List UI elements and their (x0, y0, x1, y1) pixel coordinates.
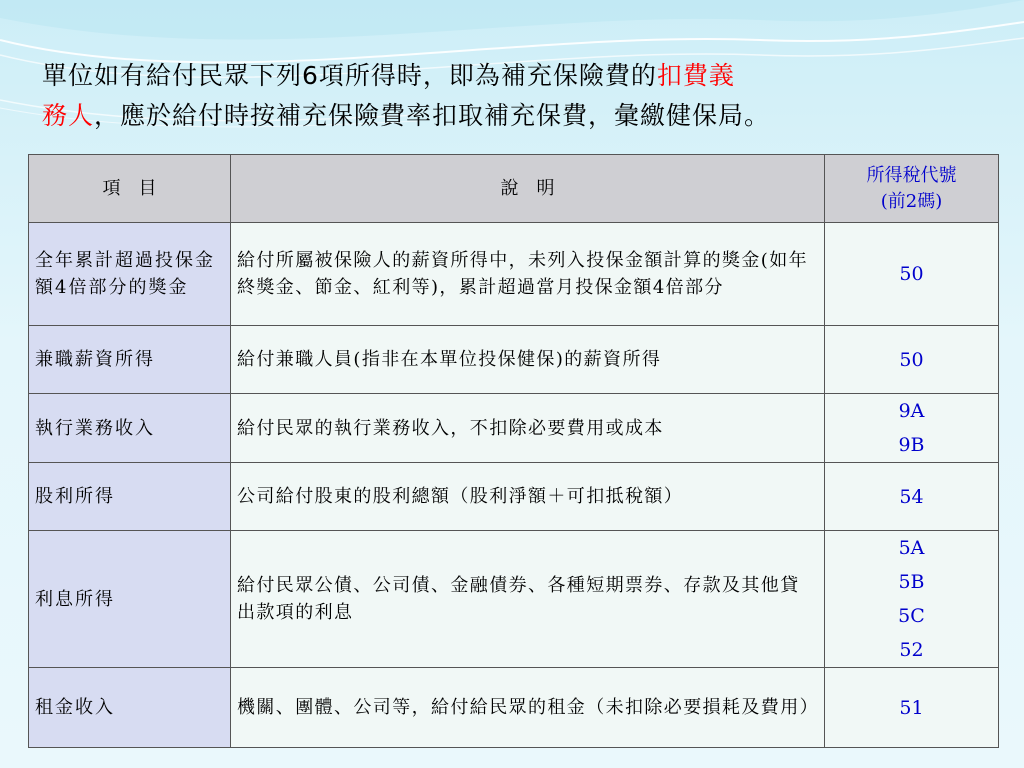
table-row (29, 531, 999, 668)
row-description: 公司給付股東的股利總額（股利淨額＋可扣抵稅額） (231, 463, 825, 531)
title-text-2: ，應於給付時按補充保險費率扣取補充保費，彙繳健保局。 (94, 101, 771, 130)
header-item: 項 目 (29, 155, 231, 223)
tax-code: 51 (899, 696, 924, 719)
tax-code: 5B (898, 571, 925, 593)
header-tax-code (825, 155, 999, 223)
table-row (29, 463, 999, 531)
page-title (42, 56, 982, 136)
tax-code: 9B (898, 434, 925, 456)
tax-code: 5A (898, 537, 925, 559)
title-highlight-2: 務人 (42, 101, 95, 130)
row-description: 給付所屬被保險人的薪資所得中，未列入投保金額計算的獎金(如年終獎金、節金、紅利等)，累計超過當月投保金額4倍部分 (231, 223, 825, 326)
tax-code: 5C (898, 605, 925, 627)
row-description: 機關、團體、公司等，給付給民眾的租金（未扣除必要損耗及費用） (231, 668, 825, 748)
row-description: 給付兼職人員(指非在本單位投保健保)的薪資所得 (231, 326, 825, 394)
row-item: 兼職薪資所得 (29, 326, 231, 394)
row-description: 給付民眾的執行業務收入，不扣除必要費用或成本 (231, 394, 825, 463)
table-header-row (29, 155, 999, 223)
header-tax-code-line2: (前2碼) (880, 190, 943, 212)
tax-code: 9A (898, 400, 925, 422)
title-highlight-1: 扣費義 (656, 61, 735, 90)
row-tax-code (825, 223, 999, 326)
header-description: 說 明 (231, 155, 825, 223)
tax-code: 50 (899, 263, 924, 285)
title-text-1: 單位如有給付民眾下列6項所得時，即為補充保險費的 (42, 61, 657, 90)
table-row (29, 326, 999, 394)
table-row (29, 394, 999, 463)
row-tax-code (825, 668, 999, 748)
row-tax-code (825, 326, 999, 394)
table-row (29, 668, 999, 748)
row-item: 股利所得 (29, 463, 231, 531)
tax-code: 54 (899, 485, 924, 508)
row-tax-code (825, 531, 999, 668)
row-item: 執行業務收入 (29, 394, 231, 463)
row-description: 給付民眾公債、公司債、金融債券、各種短期票券、存款及其他貸出款項的利息 (231, 531, 825, 668)
income-items-table (28, 154, 999, 748)
tax-code: 52 (899, 639, 924, 661)
row-tax-code (825, 394, 999, 463)
tax-code: 50 (899, 348, 924, 371)
row-item: 全年累計超過投保金額4倍部分的獎金 (29, 223, 231, 326)
row-item: 租金收入 (29, 668, 231, 748)
table-row (29, 223, 999, 326)
row-item: 利息所得 (29, 531, 231, 668)
row-tax-code (825, 463, 999, 531)
header-tax-code-line1: 所得稅代號 (866, 164, 957, 186)
